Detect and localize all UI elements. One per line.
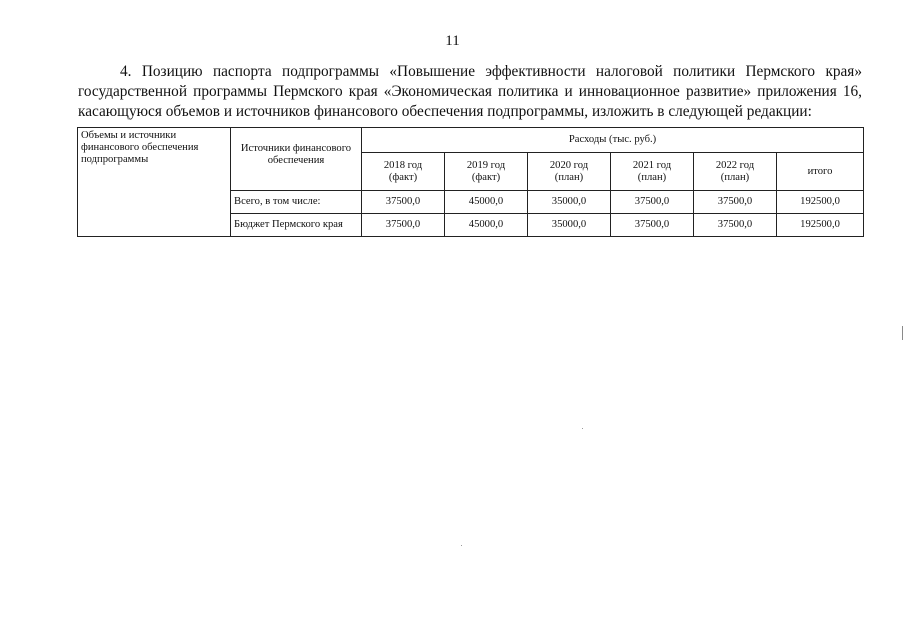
total-value-cell: 192500,0: [777, 191, 864, 214]
row-label-budget: Бюджет Пермского края: [231, 214, 362, 237]
year-type: (план): [637, 171, 667, 183]
year-header-2022: [694, 153, 777, 191]
year-type: (факт): [388, 171, 418, 183]
page-number: 11: [445, 33, 460, 49]
value-cell: 37500,0: [362, 191, 445, 214]
year-label: 2018 год: [383, 159, 423, 171]
total-header: итого: [777, 153, 864, 191]
value-cell: 37500,0: [611, 191, 694, 214]
value-cell: 37500,0: [362, 214, 445, 237]
year-header-2020: [528, 153, 611, 191]
year-header-2018: [362, 153, 445, 191]
intro-text: 4. Позицию паспорта подпрограммы «Повышение эффективности налоговой политики Пермского края» государственной программы Пермского края «Экономическая политика и инновационное развитие» приложения 16, касающуюся объемов и источников финансового обеспечения подпрограммы, изложить в следующей редакции:: [78, 63, 862, 120]
sources-header: Источники финансового обеспечения: [231, 128, 362, 191]
value-cell: 37500,0: [694, 191, 777, 214]
year-label: 2020 год: [549, 159, 589, 171]
row-label-total: Всего, в том числе:: [231, 191, 362, 214]
year-type: (план): [720, 171, 750, 183]
scan-speck: [461, 545, 462, 546]
funding-table: [77, 127, 864, 237]
table-header-row: [78, 128, 864, 153]
total-value-cell: 192500,0: [777, 214, 864, 237]
value-cell: 37500,0: [694, 214, 777, 237]
scan-edge-mark: [902, 326, 903, 340]
year-label: 2021 год: [632, 159, 672, 171]
year-label: 2022 год: [715, 159, 755, 171]
year-header-2019: [445, 153, 528, 191]
year-type: (план): [554, 171, 584, 183]
scan-speck: [582, 428, 583, 429]
intro-paragraph: [78, 62, 862, 122]
value-cell: 35000,0: [528, 191, 611, 214]
value-cell: 45000,0: [445, 191, 528, 214]
year-label: 2019 год: [466, 159, 506, 171]
value-cell: 37500,0: [611, 214, 694, 237]
funding-label-cell: Объемы и источники финансового обеспечения подпрограммы: [78, 128, 231, 237]
expenses-header: Расходы (тыс. руб.): [362, 128, 864, 153]
year-type: (факт): [471, 171, 501, 183]
value-cell: 35000,0: [528, 214, 611, 237]
year-header-2021: [611, 153, 694, 191]
value-cell: 45000,0: [445, 214, 528, 237]
